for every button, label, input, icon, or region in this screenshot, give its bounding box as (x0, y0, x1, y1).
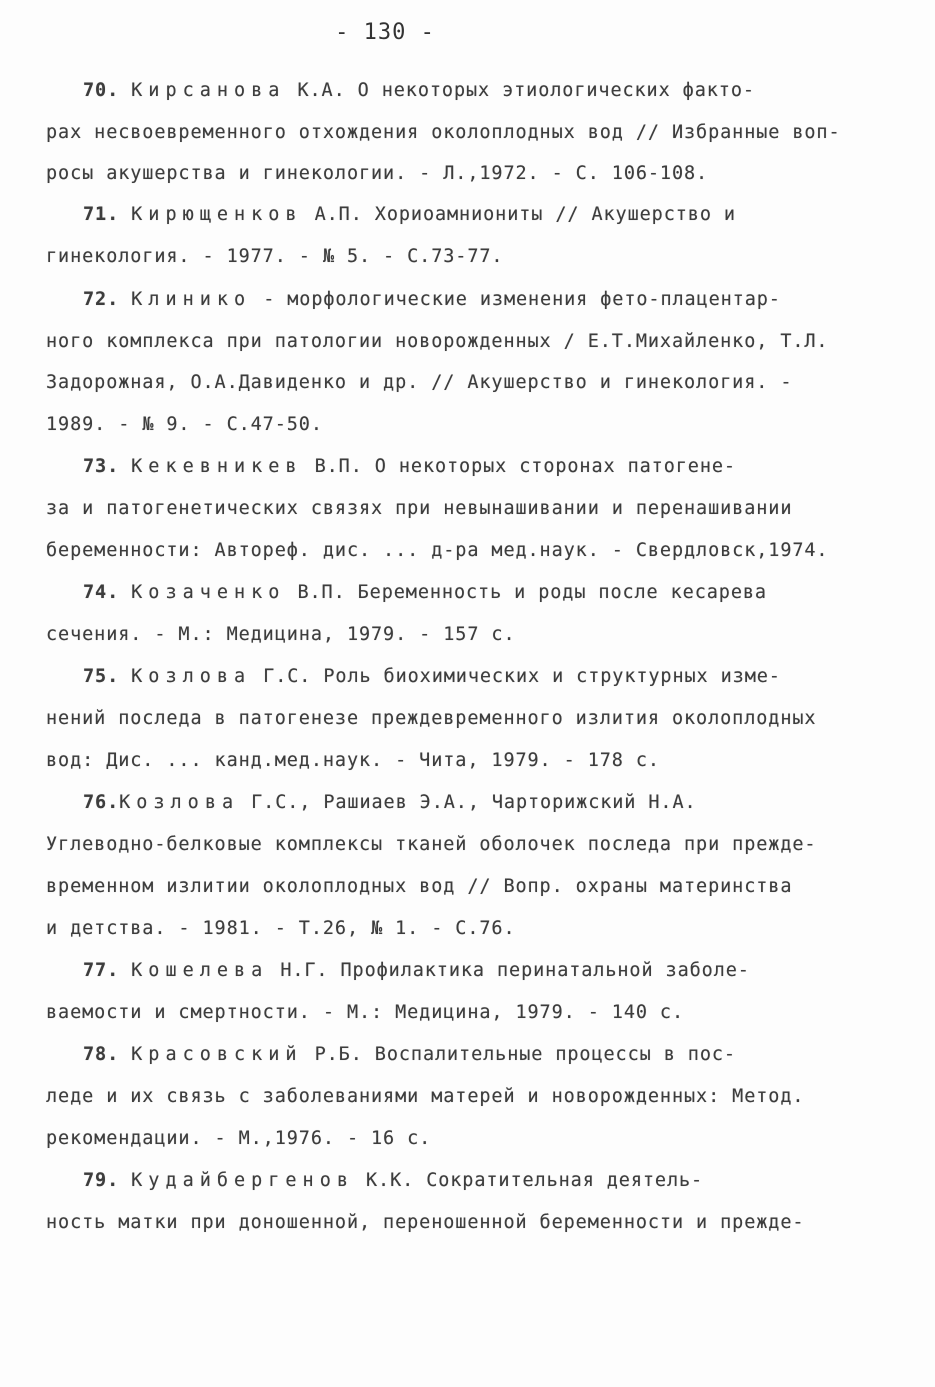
entry-text: А.П. Хориоамниониты // Акушерство и (302, 204, 736, 225)
entry-78-line-2: леде и их связь с заболеваниями матерей и новорожденных: Метод. (46, 1086, 805, 1107)
entry-text: В.П. Беременность и роды после кесарева (285, 582, 767, 603)
entry-70-line-2: рах несвоевременного отхождения околоплодных вод // Избранные воп- (46, 122, 841, 143)
entry-number: 72. (83, 289, 120, 310)
entry-74-line-1 (83, 582, 767, 603)
entry-author: Козлова (119, 792, 240, 813)
entry-number: 74. (83, 582, 120, 603)
page-number: - 130 - (335, 20, 435, 45)
entry-text: К.А. О некоторых этиологических факто- (285, 80, 755, 101)
entry-number: 78. (83, 1044, 120, 1065)
entry-72-line-2: ного комплекса при патологии новорожденных / Е.Т.Михайленко, Т.Л. (46, 331, 829, 352)
entry-75-line-2: нений последа в патогенезе преждевременного излития околоплодных (46, 708, 817, 729)
entry-author: Кирющенков (131, 204, 303, 225)
entry-76-line-3: временном излитии околоплодных вод // Вопр. охраны материнства (46, 876, 793, 897)
entry-72-line-4: 1989. - № 9. - С.47-50. (46, 414, 323, 435)
entry-79-line-2: ность матки при доношенной, переношенной беременности и прежде- (46, 1212, 805, 1233)
entry-text: К.К. Сократительная деятель- (353, 1170, 704, 1191)
entry-78-line-1 (83, 1044, 736, 1065)
entry-text: Н.Г. Профилактика перинатальной заболе- (268, 960, 750, 981)
entry-text: Г.С., Рашиаев Э.А., Чарторижский Н.А. (239, 792, 697, 813)
entry-70-line-1 (83, 80, 755, 101)
entry-77-line-1 (83, 960, 750, 981)
entry-author: Козаченко (131, 582, 286, 603)
entry-79-line-1 (83, 1170, 703, 1191)
entry-author: Козлова (131, 666, 252, 687)
entry-78-line-3: рекомендации. - М.,1976. - 16 с. (46, 1128, 432, 1149)
entry-text: Г.С. Роль биохимических и структурных изме- (251, 666, 781, 687)
entry-text: - морфологические изменения фето-плацентар- (263, 289, 781, 310)
entry-number: 76. (83, 792, 120, 813)
entry-73-line-3: беременности: Автореф. дис. ... д-ра мед.наук. - Свердловск,1974. (46, 540, 829, 561)
entry-text: В.П. О некоторых сторонах патогене- (302, 456, 736, 477)
entry-72-line-1 (83, 289, 781, 310)
entry-76-line-4: и детства. - 1981. - Т.26, № 1. - С.76. (46, 918, 516, 939)
entry-author: Клинико (131, 289, 252, 310)
entry-75-line-3: вод: Дис. ... канд.мед.наук. - Чита, 1979. - 178 с. (46, 750, 660, 771)
entry-number: 79. (83, 1170, 120, 1191)
entry-72-line-3: Задорожная, О.А.Давиденко и др. // Акушерство и гинекология. - (46, 372, 793, 393)
entry-author: Кекевникев (131, 456, 303, 477)
entry-76-line-2: Углеводно-белковые комплексы тканей оболочек последа при прежде- (46, 834, 817, 855)
entry-text: Р.Б. Воспалительные процессы в пос- (302, 1044, 736, 1065)
entry-73-line-2: за и патогенетических связях при невынашивании и перенашивании (46, 498, 793, 519)
entry-author: Кошелева (131, 960, 269, 981)
entry-71-line-2: гинекология. - 1977. - № 5. - С.73-77. (46, 246, 504, 267)
entry-77-line-2: ваемости и смертности. - М.: Медицина, 1979. - 140 с. (46, 1002, 685, 1023)
entry-70-line-3: росы акушерства и гинекологии. - Л.,1972. - С. 106-108. (46, 163, 709, 184)
entry-73-line-1 (83, 456, 736, 477)
entry-number: 77. (83, 960, 120, 981)
entry-71-line-1 (83, 204, 736, 225)
entry-74-line-2: сечения. - М.: Медицина, 1979. - 157 с. (46, 624, 516, 645)
entry-76-line-1 (83, 792, 697, 813)
entry-number: 71. (83, 204, 120, 225)
entry-number: 70. (83, 80, 120, 101)
entry-75-line-1 (83, 666, 781, 687)
entry-number: 75. (83, 666, 120, 687)
entry-author: Красовский (131, 1044, 303, 1065)
entry-author: Кудайбергенов (131, 1170, 354, 1191)
entry-number: 73. (83, 456, 120, 477)
entry-author: Кирсанова (131, 80, 286, 101)
